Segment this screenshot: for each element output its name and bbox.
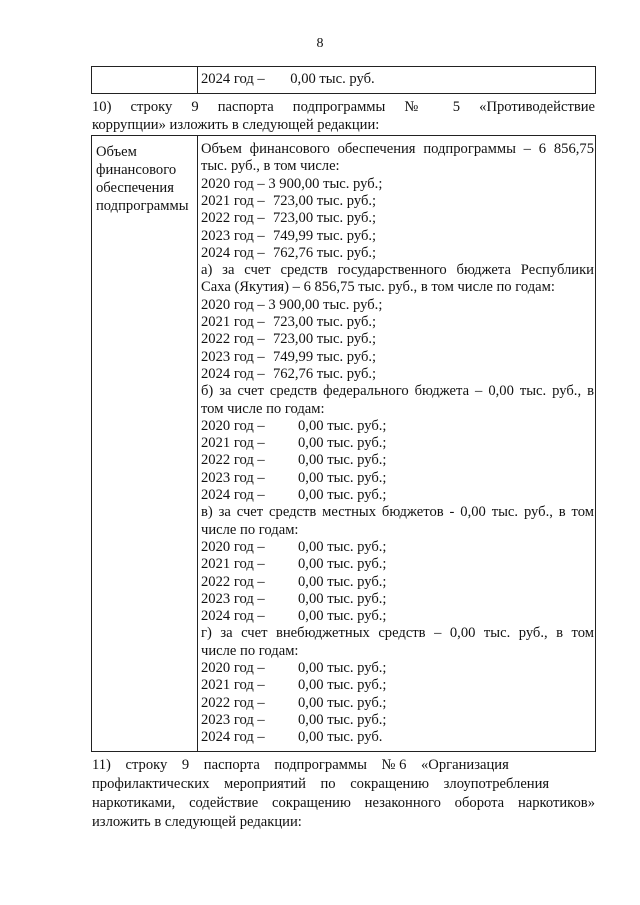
paragraph-11-line-1: 11) строку 9 паспорта подпрограммы № 6 «Организация [92, 757, 509, 773]
funding-line [201, 470, 594, 487]
year-label: 2022 год – [201, 573, 265, 590]
funding-line: Объем финансового обеспечения подпрограммы – 6 856,75 [201, 141, 594, 157]
funding-line [201, 366, 594, 383]
amount-value: 0,00 тыс. руб.; [298, 435, 387, 452]
funding-line [201, 660, 594, 677]
amount-value: 0,00 тыс. руб.; [298, 417, 387, 434]
amount-value: 0,00 тыс. руб.; [298, 469, 387, 486]
amount-value: 762,76 тыс. руб.; [273, 365, 377, 382]
label-line: Объем [96, 144, 137, 160]
funding-line [201, 712, 594, 729]
funding-line: Саха (Якутия) – 6 856,75 тыс. руб., в том числе по годам: [201, 279, 555, 296]
funding-line [201, 435, 594, 452]
funding-line: числе по годам: [201, 521, 299, 538]
funding-line: 2020 год – 3 900,00 тыс. руб.; [201, 296, 383, 313]
year-label: 2021 год – [201, 677, 265, 694]
year-label: 2023 год – [201, 227, 265, 244]
amount-value: 0,00 тыс. руб.; [298, 660, 387, 676]
funding-line [201, 539, 594, 556]
year-label: 2021 год – [201, 556, 265, 573]
funding-line [201, 574, 594, 591]
funding-line: а) за счет средств государственного бюджета Республики [201, 262, 594, 279]
funding-line [201, 452, 594, 469]
year-label: 2024 год – [201, 365, 265, 382]
amount-value: 0,00 тыс. руб.; [298, 538, 387, 555]
paragraph-11-line-3: наркотиками, содействие сокращению незаконного оборота наркотиков» [92, 795, 595, 811]
funding-line [201, 331, 594, 348]
amount-value: 0,00 тыс. руб.; [298, 487, 387, 503]
year-label: 2024 год – [201, 729, 265, 746]
year-label: 2020 год – [201, 538, 265, 555]
funding-line [201, 695, 594, 712]
paragraph-10-line-2: коррупции» изложить в следующей редакции: [92, 117, 380, 133]
amount-value: 723,00 тыс. руб.; [273, 331, 377, 348]
funding-line [201, 193, 594, 210]
year-label: 2023 год – [201, 469, 265, 486]
funding-line: б) за счет средств федерального бюджета – 0,00 тыс. руб., в [201, 383, 594, 400]
year-label: 2021 год – [201, 314, 265, 330]
funding-line [201, 314, 594, 331]
amount-value: 0,00 тыс. руб.; [298, 711, 387, 728]
year-label: 2024 год – [201, 487, 265, 503]
amount-value: 723,00 тыс. руб.; [273, 192, 377, 209]
amount-value: 0,00 тыс. руб.; [298, 590, 387, 607]
table-row-label [96, 143, 189, 215]
year-label: 2020 год – [201, 660, 265, 676]
year-label: 2023 год – [201, 590, 265, 607]
funding-line [201, 228, 594, 245]
amount-value: 749,99 тыс. руб.; [273, 227, 377, 244]
year-label: 2022 год – [201, 210, 265, 227]
amount-value: 0,00 тыс. руб.; [298, 694, 387, 711]
year-label: 2022 год – [201, 452, 265, 469]
year-label: 2021 год – [201, 435, 265, 452]
funding-line: г) за счет внебюджетных средств – 0,00 тыс. руб., в том [201, 625, 594, 642]
amount-value: 0,00 тыс. руб.; [298, 556, 387, 573]
funding-line [201, 556, 594, 573]
funding-line [201, 729, 594, 746]
table-column-divider [197, 66, 198, 94]
funding-line [201, 349, 594, 366]
amount-value: 762,76 тыс. руб.; [273, 244, 377, 261]
funding-line [201, 591, 594, 608]
page-number: 8 [316, 36, 324, 51]
amount-value: 0,00 тыс. руб.; [298, 452, 387, 469]
funding-line: 2020 год – 3 900,00 тыс. руб.; [201, 175, 383, 192]
amount-value: 0,00 тыс. руб. [298, 729, 383, 746]
table-column-divider [197, 135, 198, 752]
year-label: 2024 год – [201, 244, 265, 261]
paragraph-11-line-2: профилактических мероприятий по сокращению злоупотребления [92, 776, 550, 792]
label-line: подпрограммы [96, 198, 189, 214]
funding-line [201, 245, 594, 262]
funding-line [201, 608, 594, 625]
funding-line [201, 487, 594, 504]
funding-line [201, 677, 594, 694]
year-label: 2021 год – [201, 192, 265, 209]
year-label: 2024 год – [201, 608, 265, 625]
year-label: 2022 год – [201, 694, 265, 711]
amount-value: 749,99 тыс. руб.; [273, 348, 377, 365]
year-label: 2023 год – [201, 348, 265, 365]
funding-line [201, 210, 594, 227]
funding-line: том числе по годам: [201, 400, 325, 417]
previous-table-row-value: 2024 год – 0,00 тыс. руб. [201, 71, 375, 87]
funding-line: числе по годам: [201, 642, 299, 659]
year-label: 2023 год – [201, 711, 265, 728]
paragraph-11-line-4: изложить в следующей редакции: [92, 814, 302, 830]
label-line: обеспечения [96, 180, 174, 196]
paragraph-10-line-1: 10) строку 9 паспорта подпрограммы № 5 «Противодействие [92, 99, 595, 115]
amount-value: 723,00 тыс. руб.; [273, 210, 377, 227]
funding-line: в) за счет средств местных бюджетов - 0,00 тыс. руб., в том [201, 504, 594, 521]
funding-line: тыс. руб., в том числе: [201, 158, 340, 175]
amount-value: 723,00 тыс. руб.; [273, 314, 377, 330]
amount-value: 0,00 тыс. руб.; [298, 677, 387, 694]
funding-line [201, 418, 594, 435]
year-label: 2022 год – [201, 331, 265, 348]
amount-value: 0,00 тыс. руб.; [298, 573, 387, 590]
label-line: финансового [96, 162, 177, 178]
year-label: 2020 год – [201, 417, 265, 434]
amount-value: 0,00 тыс. руб.; [298, 608, 387, 625]
